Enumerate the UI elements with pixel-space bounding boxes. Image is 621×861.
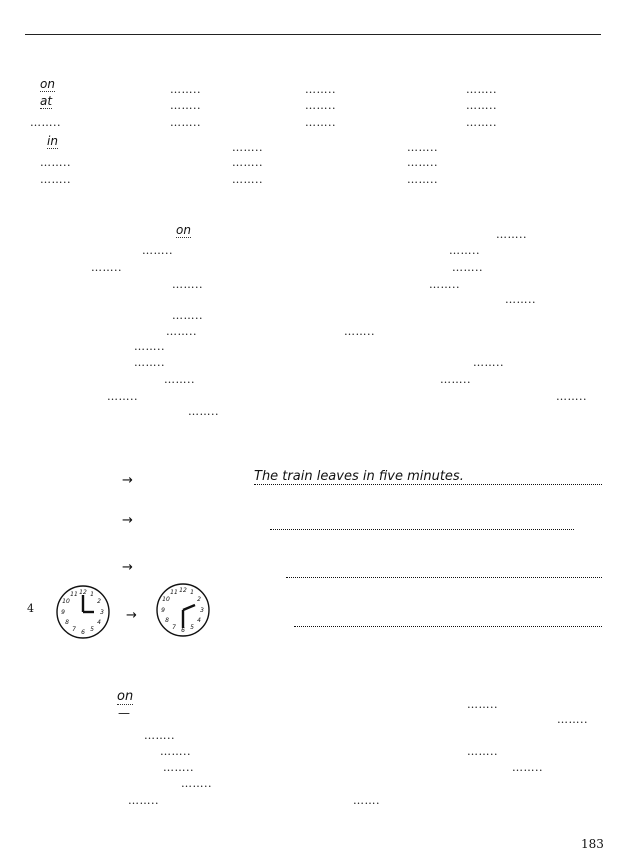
blank: …….. — [407, 156, 438, 169]
svg-text:1: 1 — [190, 589, 194, 596]
blank: …….. — [512, 761, 543, 774]
blank: …….. — [232, 141, 263, 154]
item-number: 4 — [27, 602, 34, 615]
blank: …….. — [172, 309, 203, 322]
dash-answer: — — [118, 706, 130, 720]
blank: …….. — [452, 261, 483, 274]
blank: …….. — [449, 244, 480, 257]
svg-text:9: 9 — [61, 609, 65, 616]
svg-text:4: 4 — [97, 619, 101, 626]
blank: …….. — [164, 373, 195, 386]
svg-text:8: 8 — [65, 619, 69, 626]
answer-on: on — [117, 689, 134, 704]
blank: …….. — [305, 116, 336, 129]
blank: …….. — [467, 698, 498, 711]
blank: …….. — [407, 173, 438, 186]
answer-on: on — [176, 223, 191, 237]
svg-text:8: 8 — [165, 617, 169, 624]
blank: …….. — [467, 745, 498, 758]
answer-line — [294, 626, 602, 627]
svg-text:2: 2 — [97, 598, 101, 605]
blank: …….. — [407, 141, 438, 154]
blank: …….. — [170, 99, 201, 112]
blank: …….. — [40, 156, 71, 169]
blank: …….. — [473, 356, 504, 369]
answer-line — [270, 529, 574, 530]
blank: …….. — [232, 173, 263, 186]
blank: …….. — [163, 761, 194, 774]
top-rule — [25, 34, 601, 35]
blank: …….. — [505, 293, 536, 306]
svg-text:5: 5 — [90, 626, 94, 633]
blank: …….. — [128, 794, 159, 807]
svg-text:3: 3 — [100, 609, 104, 616]
arrow-icon: → — [122, 560, 133, 575]
svg-text:11: 11 — [70, 591, 78, 598]
blank: …….. — [134, 340, 165, 353]
blank: …….. — [166, 325, 197, 338]
svg-text:3: 3 — [200, 607, 204, 614]
svg-text:2: 2 — [197, 596, 201, 603]
blank: …….. — [232, 156, 263, 169]
arrow-icon: → — [122, 473, 133, 488]
blank: …….. — [170, 83, 201, 96]
blank: …….. — [496, 228, 527, 241]
blank: ……. — [353, 794, 380, 807]
blank: …….. — [556, 390, 587, 403]
svg-text:6: 6 — [181, 627, 185, 634]
svg-text:7: 7 — [172, 624, 176, 631]
clock-icon — [153, 581, 213, 639]
blank: …….. — [466, 99, 497, 112]
blank: …….. — [172, 278, 203, 291]
blank: …….. — [134, 356, 165, 369]
svg-text:12: 12 — [79, 589, 87, 596]
svg-text:9: 9 — [161, 607, 165, 614]
blank: …….. — [557, 713, 588, 726]
answer-line — [254, 484, 602, 485]
svg-text:7: 7 — [72, 626, 76, 633]
svg-text:4: 4 — [197, 617, 201, 624]
blank: …….. — [305, 83, 336, 96]
svg-text:6: 6 — [81, 629, 85, 636]
blank: …….. — [30, 116, 61, 129]
blank: …….. — [170, 116, 201, 129]
blank: …….. — [40, 173, 71, 186]
blank: …….. — [429, 278, 460, 291]
blank: …….. — [466, 83, 497, 96]
blank: …….. — [466, 116, 497, 129]
blank: …….. — [160, 745, 191, 758]
svg-text:1: 1 — [90, 591, 94, 598]
answer-at: at — [40, 94, 53, 108]
clock-icon — [53, 583, 113, 641]
svg-text:11: 11 — [170, 589, 178, 596]
blank: …….. — [144, 729, 175, 742]
blank: …….. — [305, 99, 336, 112]
blank: …….. — [440, 373, 471, 386]
blank: …….. — [181, 777, 212, 790]
blank: …….. — [188, 405, 219, 418]
svg-text:10: 10 — [62, 598, 70, 605]
blank: …….. — [107, 390, 138, 403]
answer-on: on — [40, 77, 55, 91]
blank: …….. — [344, 325, 375, 338]
svg-text:10: 10 — [162, 596, 170, 603]
svg-text:12: 12 — [179, 587, 187, 594]
example-answer: The train leaves in five minutes. — [254, 469, 464, 484]
arrow-icon: → — [122, 513, 133, 528]
arrow-icon: → — [126, 608, 137, 623]
blank: …….. — [91, 261, 122, 274]
answer-line — [286, 577, 602, 578]
blank: …….. — [142, 244, 173, 257]
page-number: 183 — [581, 837, 604, 851]
answer-in: in — [47, 134, 58, 148]
svg-text:5: 5 — [190, 624, 194, 631]
